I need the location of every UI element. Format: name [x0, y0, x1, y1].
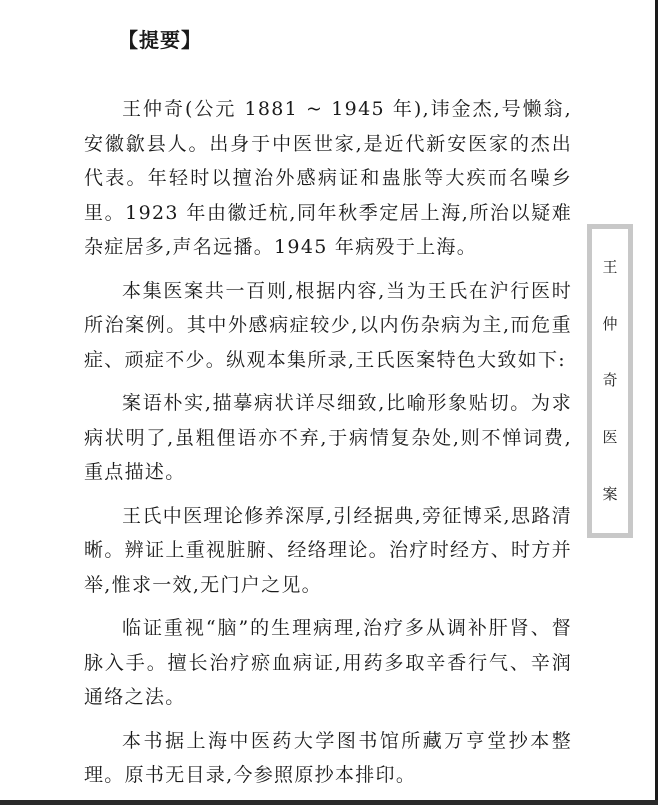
paragraph-case-language: 案语朴实,描摹病状详尽细致,比喻形象贴切。为求病状明了,虽粗俚语亦不弃,于病情复杂处,则不惮词费,重点描述。	[84, 392, 572, 483]
paragraph-clinical-focus: 临证重视“脑”的生理病理,治疗多从调补肝肾、督脉入手。擅长治疗瘀血病证,用药多取辛香行气、辛润通络之法。	[84, 617, 572, 708]
paragraph-biography: 王仲奇(公元 1881 ~ 1945 年),讳金杰,号懒翁,安徽歙县人。出身于中医世家,是近代新安医家的杰出代表。年轻时以擅治外感病证和蛊胀等大疾而名噪乡里。1923 年由徽迁杭,同年秋季定居上海,所治以疑难杂症居多,声名远播。1945 年病殁于上海。	[84, 98, 572, 258]
summary-body	[84, 92, 572, 802]
side-tab-char: 奇	[602, 371, 618, 390]
side-tab-char: 医	[602, 428, 618, 447]
side-tab-char: 案	[602, 485, 618, 504]
side-tab-char: 王	[602, 257, 618, 276]
paragraph-theory: 王氏中医理论修养深厚,引经据典,旁征博采,思路清晰。辨证上重视脏腑、经络理论。治疗时经方、时方并举,惟求一效,无门户之见。	[84, 504, 572, 596]
section-heading: 【提要】	[118, 28, 202, 52]
paragraph-source-note: 本书据上海中医药大学图书馆所藏万亨堂抄本整理。原书无目录,今参照原抄本排印。	[84, 729, 572, 786]
side-tab-char: 仲	[602, 314, 618, 333]
paragraph-collection-overview: 本集医案共一百则,根据内容,当为王氏在沪行医时所治案例。其中外感病症较少,以内伤杂病为主,而危重症、顽症不少。纵观本集所录,王氏医案特色大致如下:	[84, 279, 572, 371]
book-title-side-tab	[587, 224, 633, 538]
